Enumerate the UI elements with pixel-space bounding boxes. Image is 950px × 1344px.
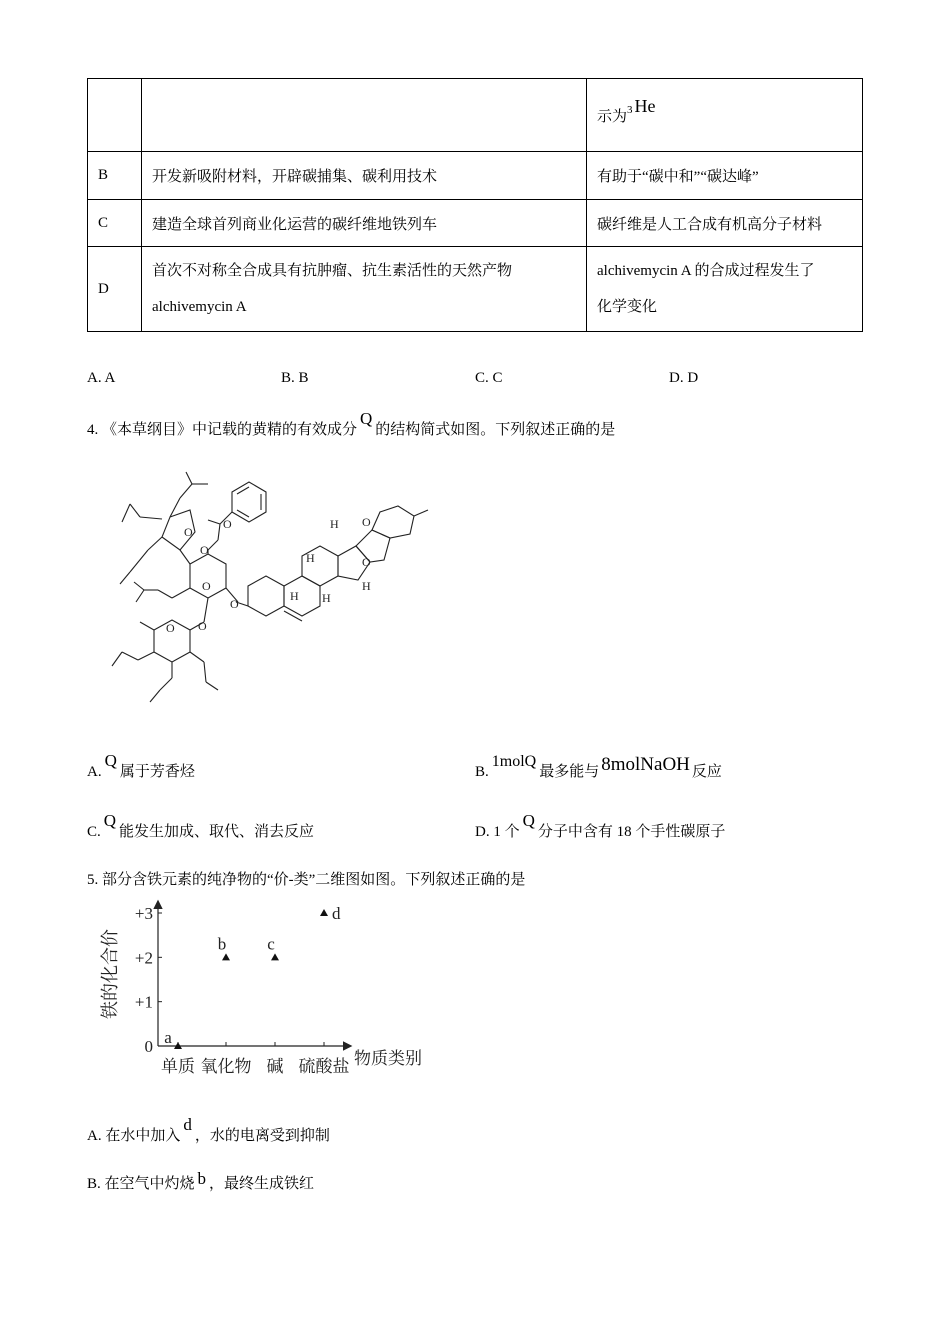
- option-symbol: Q: [522, 811, 535, 830]
- y-tick-label: 0: [144, 1037, 153, 1056]
- option-prefix: D. 1 个: [475, 824, 520, 840]
- option-prefix: B.: [475, 764, 489, 780]
- row-explanation: [587, 79, 863, 152]
- row-letter: D: [88, 247, 142, 332]
- bond: [206, 682, 218, 690]
- element-symbol: He: [634, 95, 656, 116]
- bond: [140, 517, 162, 519]
- row-explanation: 碳纤维是人工合成有机高分子材料: [587, 200, 863, 247]
- data-point-label: a: [164, 1028, 172, 1047]
- atom-label: O: [362, 515, 371, 529]
- x-category-label: 硫酸盐: [298, 1057, 350, 1076]
- q4-stem-after: 的结构简式如图。下列叙述正确的是: [375, 422, 616, 438]
- bond: [218, 524, 220, 540]
- q5-option-b[interactable]: [87, 1169, 315, 1193]
- atom-label: O: [230, 597, 239, 611]
- data-point-label: b: [217, 934, 227, 954]
- valence-class-chart: [96, 898, 436, 1090]
- y-tick-label: +2: [134, 948, 153, 968]
- row-event-line1: 首次不对称全合成具有抗肿瘤、抗生素活性的天然产物: [152, 263, 513, 279]
- bond: [180, 550, 190, 564]
- q3-option-a[interactable]: A. A: [87, 370, 116, 386]
- data-point-label: c: [267, 934, 275, 954]
- mass-number: 3: [627, 103, 633, 116]
- option-text: 能发生加成、取代、消去反应: [119, 824, 315, 840]
- bond: [140, 622, 154, 630]
- explanation-text: 示为: [597, 108, 628, 125]
- row-letter: C: [88, 200, 142, 247]
- bond: [130, 550, 148, 572]
- option-symbol: 8molNaOH: [601, 754, 690, 775]
- steroid-ring-a: [248, 576, 284, 616]
- atom-label: O: [362, 555, 371, 569]
- row-letter: B: [88, 152, 142, 200]
- data-point-b: [222, 953, 230, 960]
- table-row: [88, 152, 863, 200]
- bond: [122, 504, 130, 522]
- option-prefix: A.: [87, 764, 102, 780]
- q4-option-c[interactable]: [87, 811, 315, 841]
- option-text: 分子中含有 18 个手性碳原子: [537, 824, 726, 840]
- atom-label: H: [322, 591, 331, 605]
- table-row: [88, 200, 863, 247]
- atom-label: O: [166, 621, 175, 635]
- x-axis-label: 物质类别: [354, 1049, 422, 1068]
- option-symbol: b: [197, 1169, 207, 1188]
- bond: [208, 540, 218, 550]
- option-symbol: Q: [104, 751, 117, 770]
- q4-option-b[interactable]: [475, 753, 722, 782]
- bond: [158, 590, 172, 598]
- atom-label: H: [306, 551, 315, 565]
- option-text: 最多能与: [539, 764, 600, 780]
- y-axis-label: 铁的化合价: [100, 929, 120, 1019]
- y-tick-label: +1: [134, 992, 153, 1012]
- option-symbol: Q: [103, 811, 117, 830]
- bond: [160, 678, 172, 690]
- x-category-label: 单质: [161, 1057, 195, 1076]
- q4-option-d[interactable]: [475, 811, 726, 841]
- option-text: 属于芳香烃: [119, 764, 195, 780]
- bond: [112, 652, 122, 666]
- bond: [180, 484, 192, 498]
- x-category-label: 氧化物: [200, 1057, 252, 1076]
- bond: [120, 572, 130, 584]
- bond: [150, 690, 160, 702]
- row-event: [142, 79, 587, 152]
- bond: [186, 472, 192, 484]
- table-row: [88, 247, 863, 332]
- bond: [208, 520, 220, 524]
- data-point-c: [271, 953, 279, 960]
- q5-option-a[interactable]: [87, 1115, 330, 1145]
- q4-stem-symbol: Q: [360, 409, 373, 428]
- option-prefix: C.: [87, 824, 101, 840]
- double-bond: [284, 611, 302, 621]
- bond: [134, 582, 144, 590]
- x-category-label: 碱: [266, 1057, 284, 1076]
- atom-label: O: [200, 543, 209, 557]
- bond: [204, 662, 206, 682]
- row-event-line2: alchivemycin A: [152, 299, 247, 315]
- q4-option-a[interactable]: [87, 751, 195, 781]
- spiro-pyran-ring: [372, 506, 414, 538]
- atom-label: O: [223, 517, 232, 531]
- methyl-bond: [414, 510, 428, 516]
- row-letter: [88, 79, 142, 152]
- option-text: ，最终生成铁红: [209, 1176, 315, 1192]
- atom-label: O: [184, 525, 193, 539]
- bond: [148, 537, 162, 550]
- bond: [122, 652, 138, 660]
- q3-table: [87, 78, 863, 332]
- bond: [172, 588, 190, 598]
- bond: [130, 504, 140, 517]
- q-structure-image: [100, 462, 430, 712]
- atom-label: O: [202, 579, 211, 593]
- option-text: 反应: [691, 764, 722, 780]
- option-symbol: d: [183, 1115, 192, 1134]
- row-event: 开发新吸附材料，开辟碳捕集、碳利用技术: [142, 152, 587, 200]
- atom-label: H: [290, 589, 299, 603]
- table-row: [88, 79, 863, 152]
- row-event: [142, 247, 587, 332]
- q3-option-b[interactable]: B. B: [281, 370, 309, 386]
- row-explanation: [587, 247, 863, 332]
- q3-option-c[interactable]: C. C: [475, 370, 503, 386]
- data-point-label: d: [332, 904, 341, 923]
- q4-stem: [87, 409, 616, 439]
- option-prefix: B. 在空气中灼烧: [87, 1176, 195, 1192]
- atom-label: O: [198, 619, 207, 633]
- row-explanation-line2: 化学变化: [597, 299, 658, 315]
- q3-option-d[interactable]: D. D: [669, 370, 699, 386]
- y-tick-label: +3: [134, 904, 153, 923]
- q5-stem: 5. 部分含铁元素的纯净物的“价-类”二维图如图。下列叙述正确的是: [87, 872, 526, 888]
- atom-label: H: [362, 579, 371, 593]
- atom-label: H: [330, 517, 339, 531]
- row-explanation-line1: alchivemycin A 的合成过程发生了: [597, 263, 815, 279]
- row-event: 建造全球首列商业化运营的碳纤维地铁列车: [142, 200, 587, 247]
- q4-stem-before: 4. 《本草纲目》中记载的黄精的有效成分: [87, 422, 358, 438]
- bond: [136, 590, 144, 602]
- data-point-d: [320, 909, 328, 916]
- option-text: ，水的电离受到抑制: [194, 1128, 330, 1144]
- row-explanation: 有助于“碳中和”“碳达峰”: [587, 152, 863, 200]
- option-prefix: A. 在水中加入: [87, 1128, 181, 1144]
- option-symbol: 1molQ: [491, 753, 537, 770]
- bond: [190, 652, 204, 662]
- bond: [138, 652, 154, 660]
